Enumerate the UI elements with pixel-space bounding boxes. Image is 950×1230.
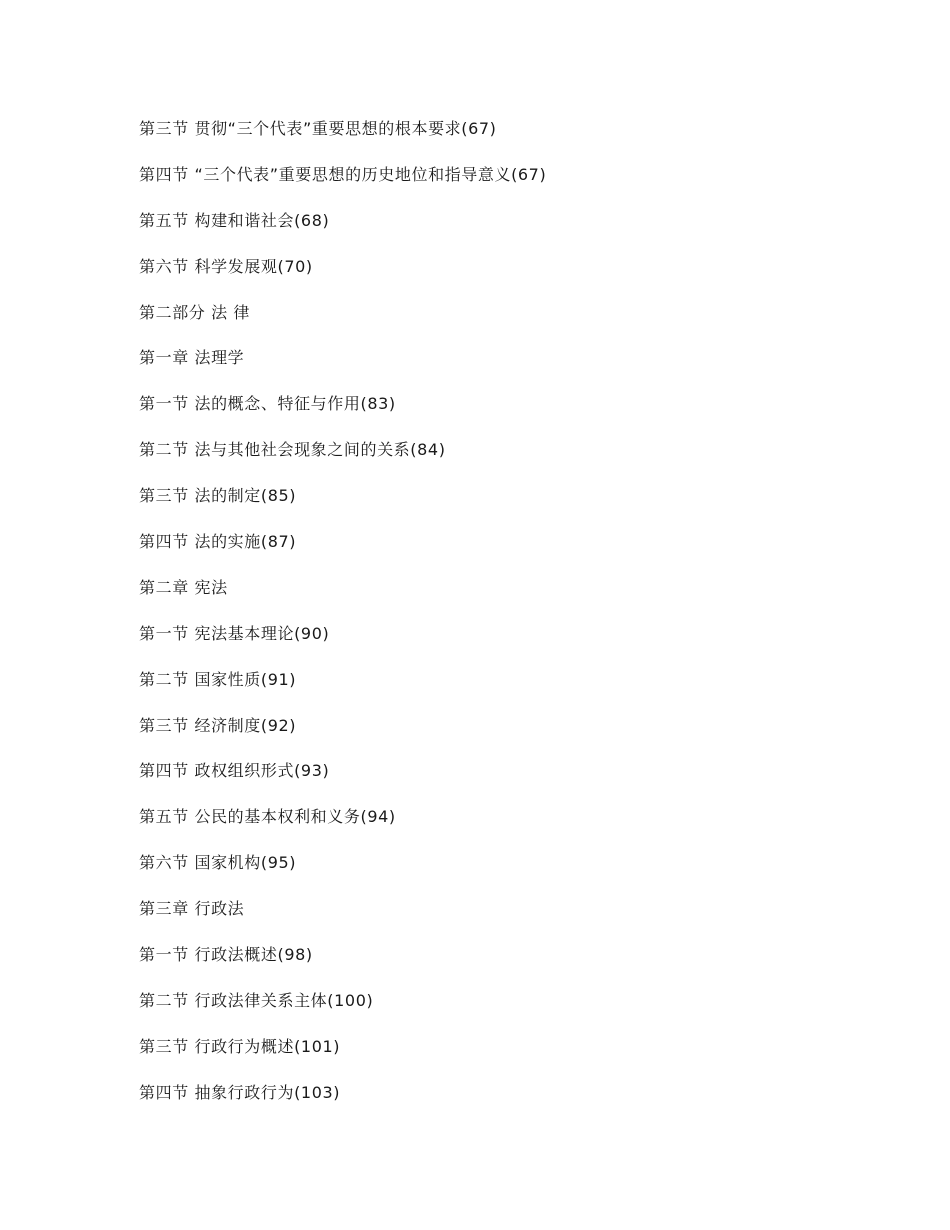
toc-entry-section: 第二节 行政法律关系主体(100) [139, 990, 374, 1010]
toc-entry-chapter: 第二章 宪法 [139, 577, 228, 597]
toc-entry-section: 第四节 “三个代表”重要思想的历史地位和指导意义(67) [139, 164, 547, 184]
toc-entry-part: 第二部分 法 律 [139, 302, 250, 322]
toc-entry-section: 第一节 行政法概述(98) [139, 945, 313, 965]
toc-entry-section: 第二节 法与其他社会现象之间的关系(84) [139, 440, 446, 460]
toc-entry-section: 第三节 经济制度(92) [139, 715, 297, 735]
toc-entry-section: 第四节 法的实施(87) [139, 532, 297, 552]
toc-entry-section: 第五节 构建和谐社会(68) [139, 210, 330, 230]
toc-entry-section: 第二节 国家性质(91) [139, 669, 297, 689]
toc-entry-section: 第一节 宪法基本理论(90) [139, 623, 330, 643]
toc-entry-section: 第三节 贯彻“三个代表”重要思想的根本要求(67) [139, 119, 497, 138]
toc-entry-chapter: 第三章 行政法 [139, 899, 245, 919]
toc-entry-section: 第六节 国家机构(95) [139, 853, 297, 873]
toc-entry-section: 第三节 法的制定(85) [139, 486, 297, 506]
table-of-contents [139, 116, 899, 1126]
toc-entry-section: 第四节 政权组织形式(93) [139, 761, 330, 781]
toc-entry-section: 第一节 法的概念、特征与作用(83) [139, 394, 396, 414]
toc-entry-chapter: 第一章 法理学 [139, 348, 245, 368]
toc-entry-section: 第四节 抽象行政行为(103) [139, 1082, 341, 1102]
toc-entry-section: 第六节 科学发展观(70) [139, 256, 313, 276]
toc-entry-section: 第五节 公民的基本权利和义务(94) [139, 807, 396, 827]
toc-entry-section: 第三节 行政行为概述(101) [139, 1036, 341, 1056]
